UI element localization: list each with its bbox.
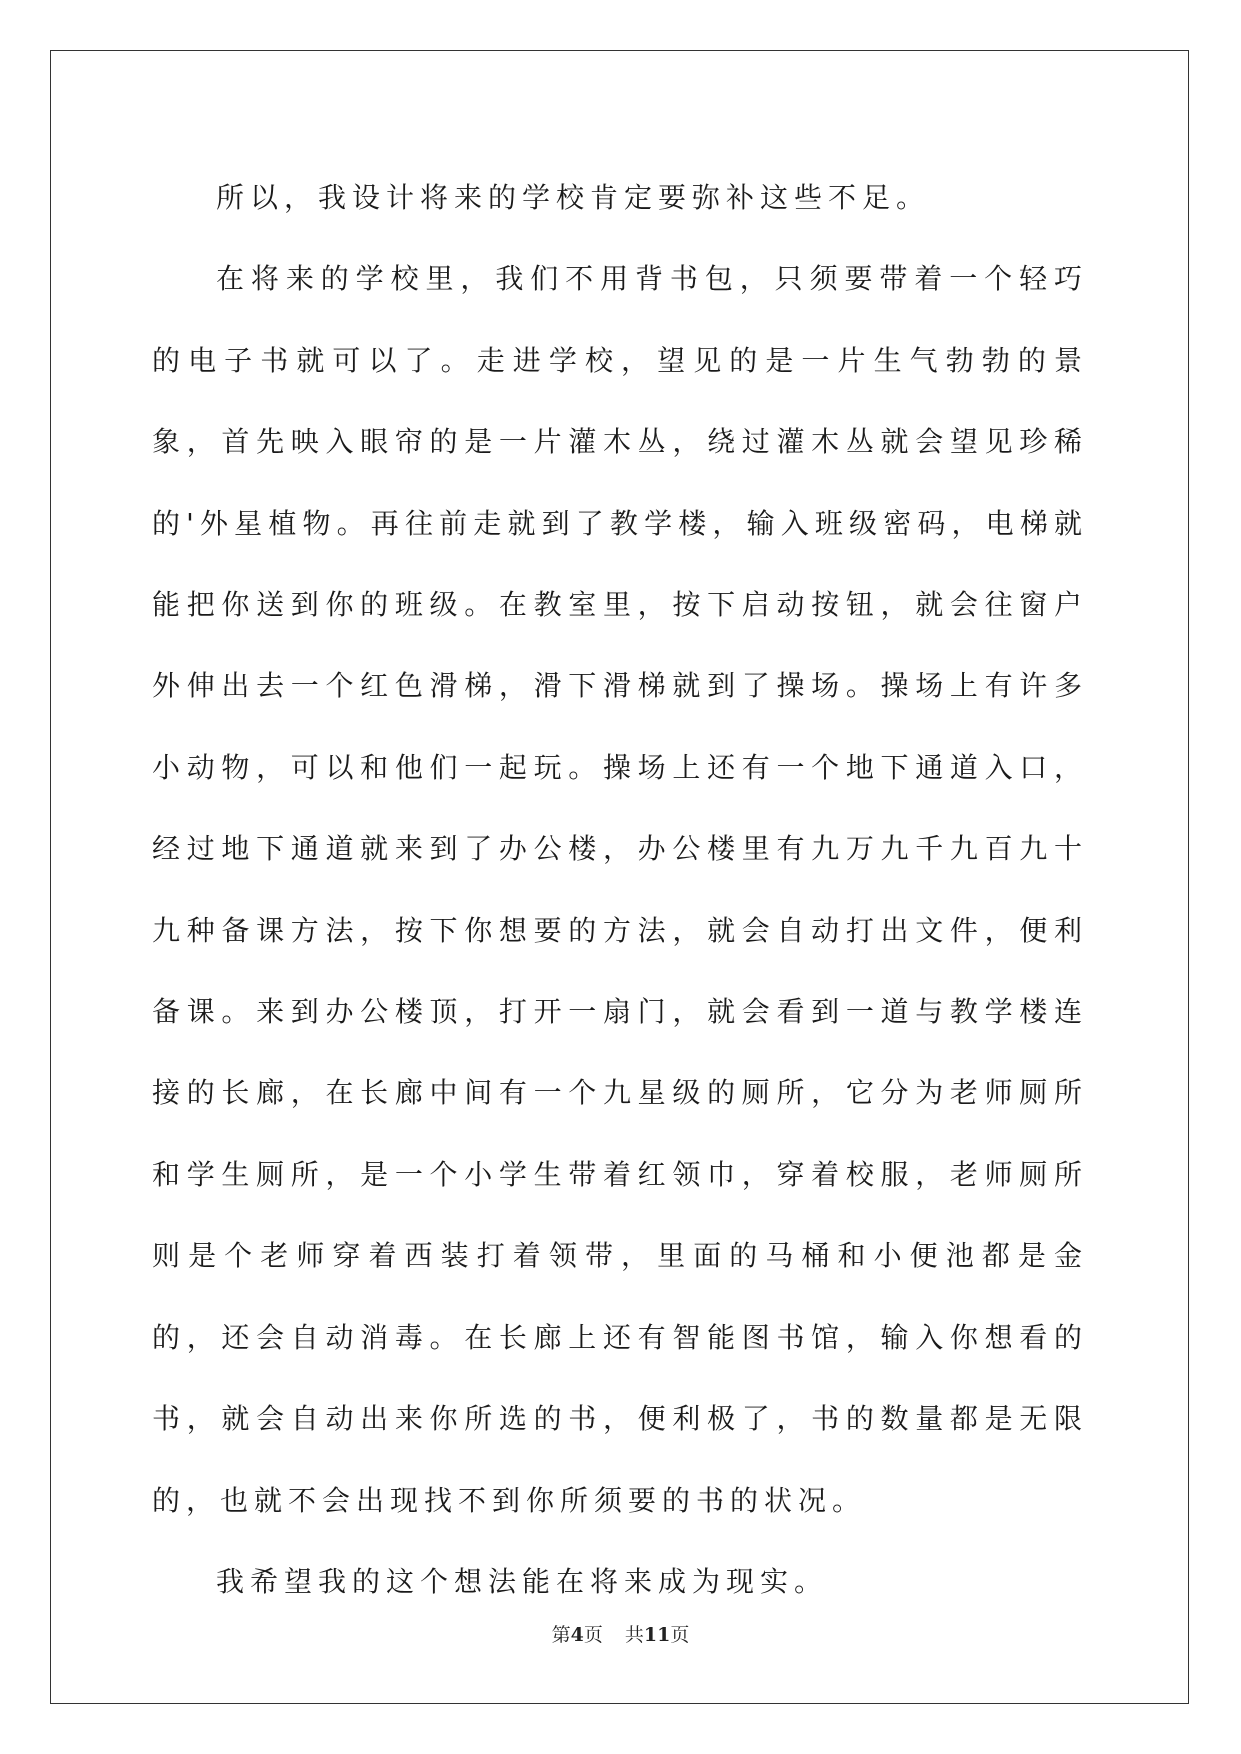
- paragraph-2: 在将来的学校里，我们不用背书包，只须要带着一个轻巧的电子书就可以了。走进学校，望见的是一片生气勃勃的景象，首先映入眼帘的是一片灌木丛，绕过灌木丛就会望见珍稀的'外星植物。再往前走就到了教学楼，输入班级密码，电梯就能把你送到你的班级。在教室里，按下启动按钮，就会往窗户外伸出去一个红色滑梯，滑下滑梯就到了操场。操场上有许多小动物，可以和他们一起玩。操场上还有一个地下通道入口，经过地下通道就来到了办公楼，办公楼里有九万九千九百九十九种备课方法，按下你想要的方法，就会自动打出文件，便利备课。来到办公楼顶，打开一扇门，就会看到一道与教学楼连接的长廊，在长廊中间有一个九星级的厕所，它分为老师厕所和学生厕所，是一个小学生带着红领巾，穿着校服，老师厕所则是个老师穿着西装打着领带，里面的马桶和小便池都是金的，还会自动消毒。在长廊上还有智能图书馆，输入你想看的书，就会自动出来你所选的书，便利极了，书的数量都是无限的，也就不会出现找不到你所须要的书的状况。: [152, 262, 1088, 1517]
- total-prefix: 共: [624, 1624, 644, 1646]
- total-page-number: 11: [643, 1624, 671, 1646]
- paragraph-3: 我希望我的这个想法能在将来成为现实。: [216, 1564, 829, 1598]
- current-page-number: 4: [570, 1624, 584, 1646]
- paragraph-1: 所以，我设计将来的学校肯定要弥补这些不足。: [216, 181, 931, 214]
- page-footer: [0, 1622, 1241, 1648]
- page-prefix: 第: [551, 1624, 571, 1646]
- document-body: [152, 157, 1088, 1622]
- page-suffix: 页: [583, 1624, 603, 1646]
- total-suffix: 页: [670, 1624, 690, 1646]
